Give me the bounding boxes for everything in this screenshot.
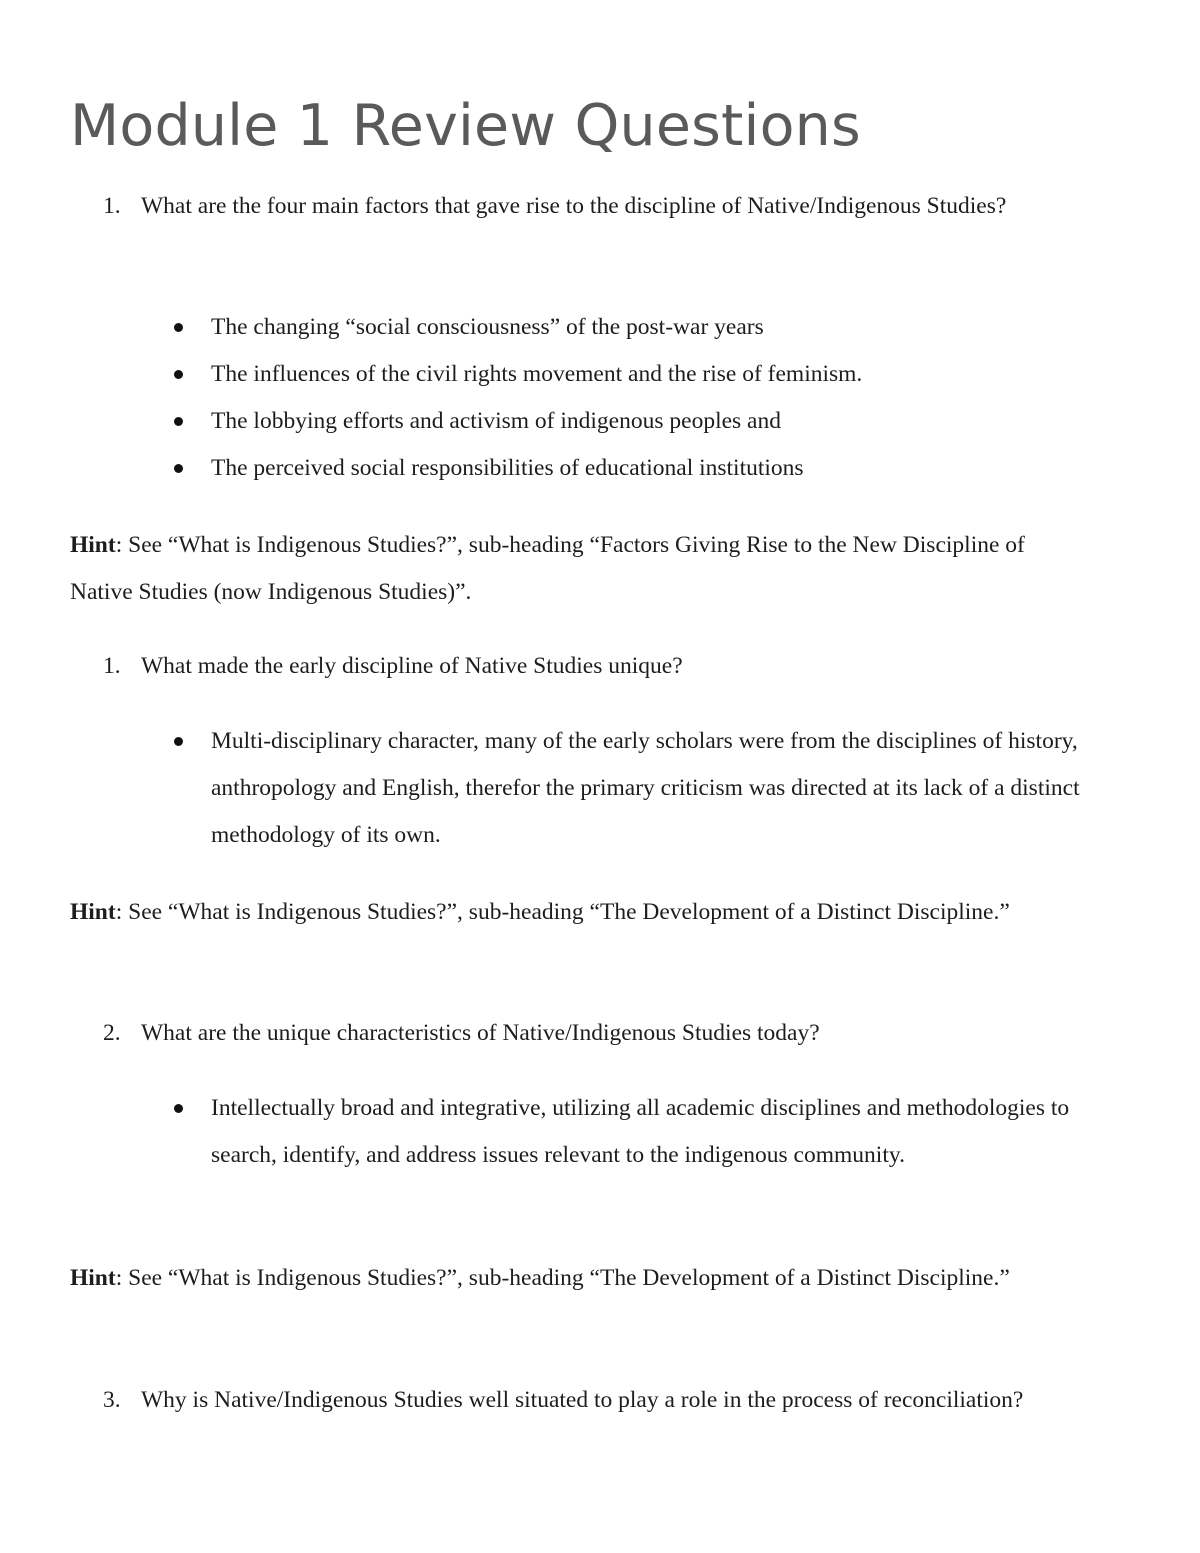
answer-item: Multi-disciplinary character, many of the early scholars were from the disciplines of history, anthropology and English, therefor the primary criticism was directed at its lack of a distinct methodology of its own. <box>211 718 1131 859</box>
bullet-icon <box>174 323 183 332</box>
bullet-icon <box>174 1104 183 1113</box>
question-text: What are the four main factors that gave rise to the discipline of Native/Indigenous Studies? <box>141 193 1007 219</box>
hint-paragraph <box>70 1255 1070 1302</box>
question-number: 1. <box>103 193 121 219</box>
bullet-icon <box>174 737 183 746</box>
bullet-icon <box>174 370 183 379</box>
question-1 <box>103 183 1131 230</box>
question-4 <box>103 1377 1131 1424</box>
answer-item: The lobbying efforts and activism of indigenous peoples and <box>211 398 1131 445</box>
question-number: 1. <box>103 653 121 679</box>
bullet-icon <box>174 417 183 426</box>
question-text: What made the early discipline of Native Studies unique? <box>141 653 683 679</box>
question-text: Why is Native/Indigenous Studies well situated to play a role in the process of reconciliation? <box>141 1387 1024 1413</box>
question-number: 2. <box>103 1020 121 1046</box>
answer-item: The changing “social consciousness” of the post-war years <box>211 304 1131 351</box>
question-number: 3. <box>103 1387 121 1413</box>
hint-paragraph <box>70 889 1070 936</box>
answer-item: The perceived social responsibilities of educational institutions <box>211 445 1131 492</box>
answer-list <box>211 1085 1131 1179</box>
bullet-icon <box>174 464 183 473</box>
answer-list <box>211 718 1131 859</box>
hint-label: Hint <box>70 532 116 558</box>
hint-paragraph <box>70 522 1070 616</box>
hint-text: : See “What is Indigenous Studies?”, sub-heading “Factors Giving Rise to the New Discipline of Native Studies (now Indigenous Studies)”. <box>70 532 1025 605</box>
question-2 <box>103 643 1131 690</box>
question-text: What are the unique characteristics of Native/Indigenous Studies today? <box>141 1020 820 1046</box>
answer-item: Intellectually broad and integrative, utilizing all academic disciplines and methodologies to search, identify, and address issues relevant to the indigenous community. <box>211 1085 1131 1179</box>
page-title: Module 1 Review Questions <box>70 93 861 159</box>
answer-list <box>211 304 1131 492</box>
hint-label: Hint <box>70 1265 116 1291</box>
hint-text: : See “What is Indigenous Studies?”, sub-heading “The Development of a Distinct Discipline.” <box>115 899 1010 925</box>
hint-label: Hint <box>70 899 116 925</box>
hint-text: : See “What is Indigenous Studies?”, sub-heading “The Development of a Distinct Discipline.” <box>115 1265 1010 1291</box>
question-3 <box>103 1010 1131 1057</box>
answer-item: The influences of the civil rights movement and the rise of feminism. <box>211 351 1131 398</box>
